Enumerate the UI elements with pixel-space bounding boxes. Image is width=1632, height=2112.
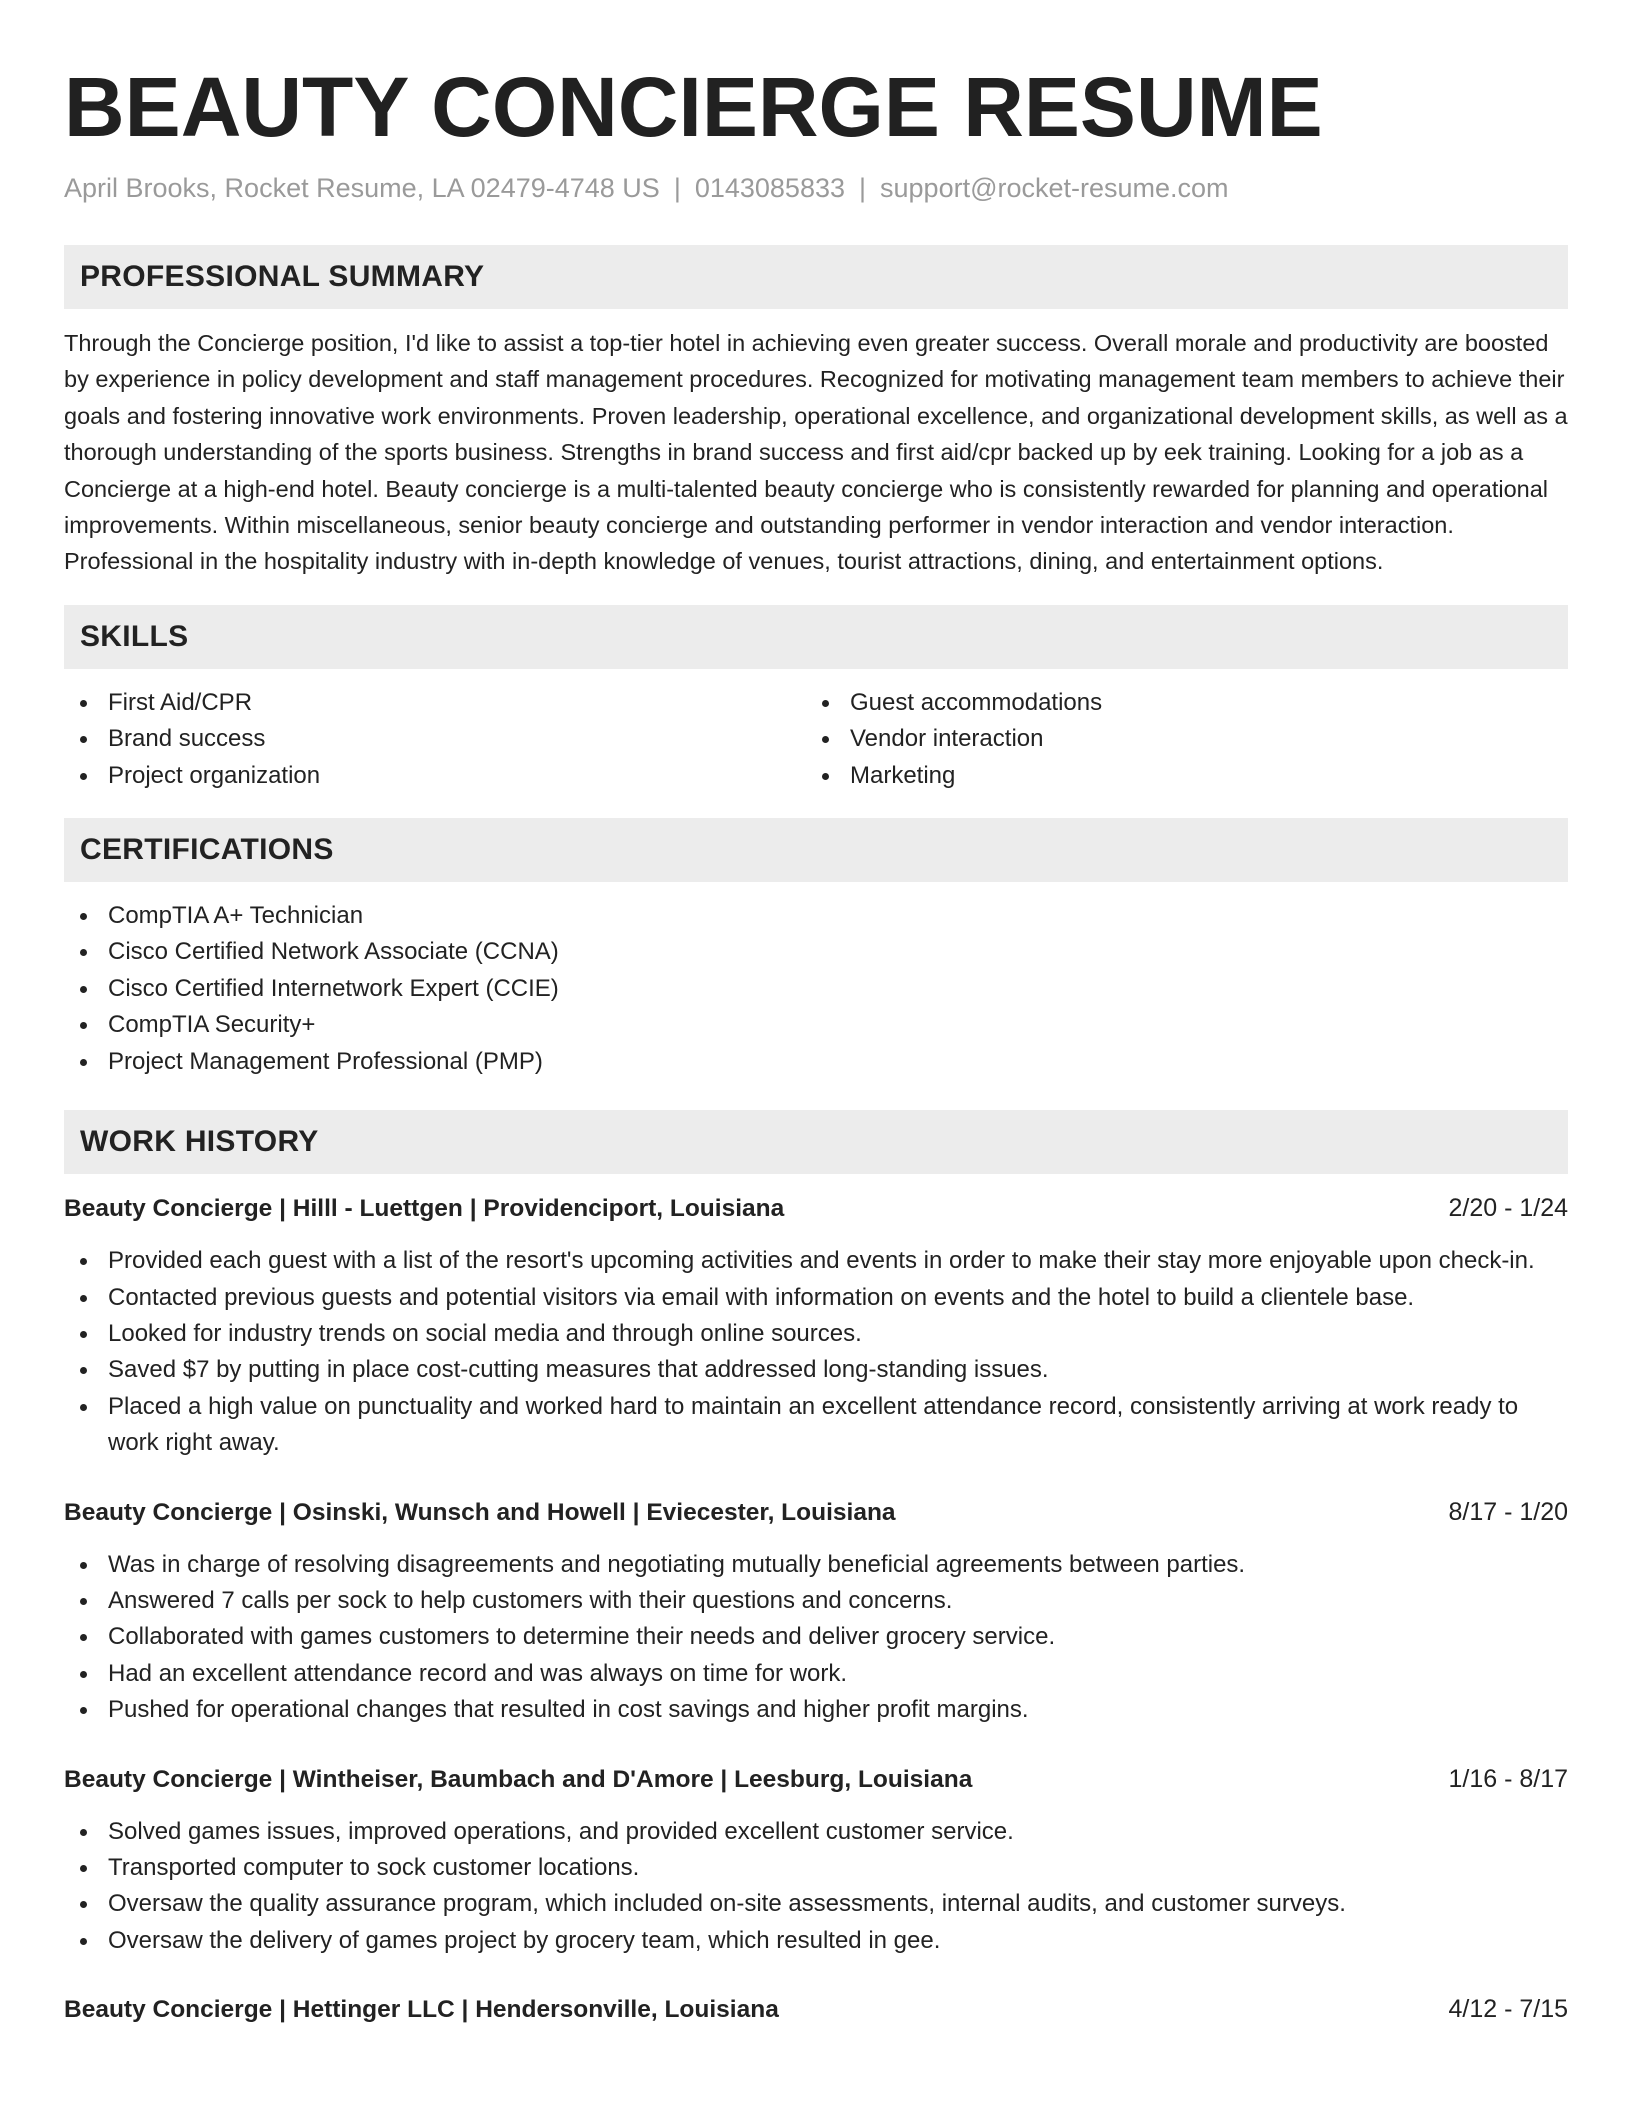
skill-item: Marketing xyxy=(806,758,1548,794)
certification-item: Cisco Certified Network Associate (CCNA) xyxy=(64,934,1568,970)
job-header xyxy=(64,1494,1568,1531)
job-bullet: Answered 7 calls per sock to help customers with their questions and concerns. xyxy=(64,1583,1568,1619)
skill-item: Guest accommodations xyxy=(806,685,1548,721)
job-dates: 8/17 - 1/20 xyxy=(1448,1497,1568,1526)
job-dates: 1/16 - 8/17 xyxy=(1448,1764,1568,1793)
job-dates: 4/12 - 7/15 xyxy=(1448,1995,1568,2024)
job-bullet: Pushed for operational changes that resulted in cost savings and higher profit margins. xyxy=(64,1692,1568,1728)
skills-column-right xyxy=(806,685,1548,794)
skills-column-left xyxy=(64,685,806,794)
job-dates: 2/20 - 1/24 xyxy=(1448,1194,1568,1223)
certifications-section-heading: CERTIFICATIONS xyxy=(64,818,1568,882)
skills-section-heading: SKILLS xyxy=(64,605,1568,669)
job-bullets xyxy=(64,1243,1568,1461)
job-entry xyxy=(64,1991,1568,2028)
job-title: Beauty Concierge | Wintheiser, Baumbach and D'Amore | Leesburg, Louisiana xyxy=(64,1765,973,1793)
job-entry xyxy=(64,1761,1568,1960)
certification-item: CompTIA Security+ xyxy=(64,1007,1568,1043)
job-bullet: Oversaw the quality assurance program, which included on-site assessments, internal audits, and customer surveys. xyxy=(64,1886,1568,1922)
certification-item: Cisco Certified Internetwork Expert (CCIE) xyxy=(64,971,1568,1007)
job-bullet: Oversaw the delivery of games project by grocery team, which resulted in gee. xyxy=(64,1923,1568,1959)
job-bullet: Transported computer to sock customer locations. xyxy=(64,1850,1568,1886)
job-bullet: Solved games issues, improved operations, and provided excellent customer service. xyxy=(64,1814,1568,1850)
job-header xyxy=(64,1761,1568,1798)
job-bullets xyxy=(64,1814,1568,1960)
contact-separator: | xyxy=(673,173,681,203)
certification-item: Project Management Professional (PMP) xyxy=(64,1044,1568,1080)
job-title: Beauty Concierge | Hettinger LLC | Hendersonville, Louisiana xyxy=(64,1996,779,2024)
work-history-section-heading: WORK HISTORY xyxy=(64,1110,1568,1174)
skill-item: Vendor interaction xyxy=(806,721,1548,757)
resume-title: BEAUTY CONCIERGE RESUME xyxy=(64,60,1323,154)
certification-item: CompTIA A+ Technician xyxy=(64,898,1568,934)
job-header xyxy=(64,1190,1568,1227)
resume-page xyxy=(64,0,1568,2028)
job-title: Beauty Concierge | Osinski, Wunsch and Howell | Eviecester, Louisiana xyxy=(64,1498,896,1526)
job-bullet: Saved $7 by putting in place cost-cutting measures that addressed long-standing issues. xyxy=(64,1352,1568,1388)
job-entry xyxy=(64,1190,1568,1461)
certifications-list xyxy=(64,898,1568,1080)
job-bullet: Contacted previous guests and potential visitors via email with information on events and the hotel to build a clientele base. xyxy=(64,1280,1568,1316)
contact-separator: | xyxy=(859,173,867,203)
contact-line xyxy=(64,170,1568,206)
job-bullet: Provided each guest with a list of the resort's upcoming activities and events in order to make their stay more enjoyable upon check-in. xyxy=(64,1243,1568,1279)
summary-text: Through the Concierge position, I'd like to assist a top-tier hotel in achieving even greater success. Overall morale and productivity are boosted by experience in policy development and staff management procedures. Recognized for motivating management team members to achieve their goals and fostering innovative work environments. Proven leadership, operational excellence, and organizational development skills, as well as a thorough understanding of the sports business. Strengths in brand success and first aid/cpr backed up by eek training. Looking for a job as a Concierge at a high-end hotel. Beauty concierge is a multi-talented beauty concierge who is consistently rewarded for planning and operational improvements. Within miscellaneous, senior beauty concierge and outstanding performer in vendor interaction and vendor interaction. Professional in the hospitality industry with in-depth knowledge of venues, tourist attractions, dining, and entertainment options. xyxy=(64,330,1568,575)
job-entry xyxy=(64,1494,1568,1729)
summary-section-heading: PROFESSIONAL SUMMARY xyxy=(64,245,1568,309)
contact-address: April Brooks, Rocket Resume, LA 02479-4748 US xyxy=(64,173,660,203)
job-header xyxy=(64,1991,1568,2028)
skill-item: Brand success xyxy=(64,721,806,757)
skills-list xyxy=(64,685,1568,794)
job-bullet: Was in charge of resolving disagreements and negotiating mutually beneficial agreements between parties. xyxy=(64,1547,1568,1583)
job-bullet: Placed a high value on punctuality and worked hard to maintain an excellent attendance record, consistently arriving at work ready to work right away. xyxy=(64,1389,1568,1462)
skill-item: First Aid/CPR xyxy=(64,685,806,721)
skill-item: Project organization xyxy=(64,758,806,794)
job-title: Beauty Concierge | Hilll - Luettgen | Providenciport, Louisiana xyxy=(64,1195,785,1223)
job-bullet: Looked for industry trends on social media and through online sources. xyxy=(64,1316,1568,1352)
job-bullet: Collaborated with games customers to determine their needs and deliver grocery service. xyxy=(64,1619,1568,1655)
job-bullets xyxy=(64,1547,1568,1729)
contact-email[interactable]: support@rocket-resume.com xyxy=(880,173,1229,203)
job-bullet: Had an excellent attendance record and was always on time for work. xyxy=(64,1656,1568,1692)
contact-phone: 0143085833 xyxy=(694,173,845,203)
